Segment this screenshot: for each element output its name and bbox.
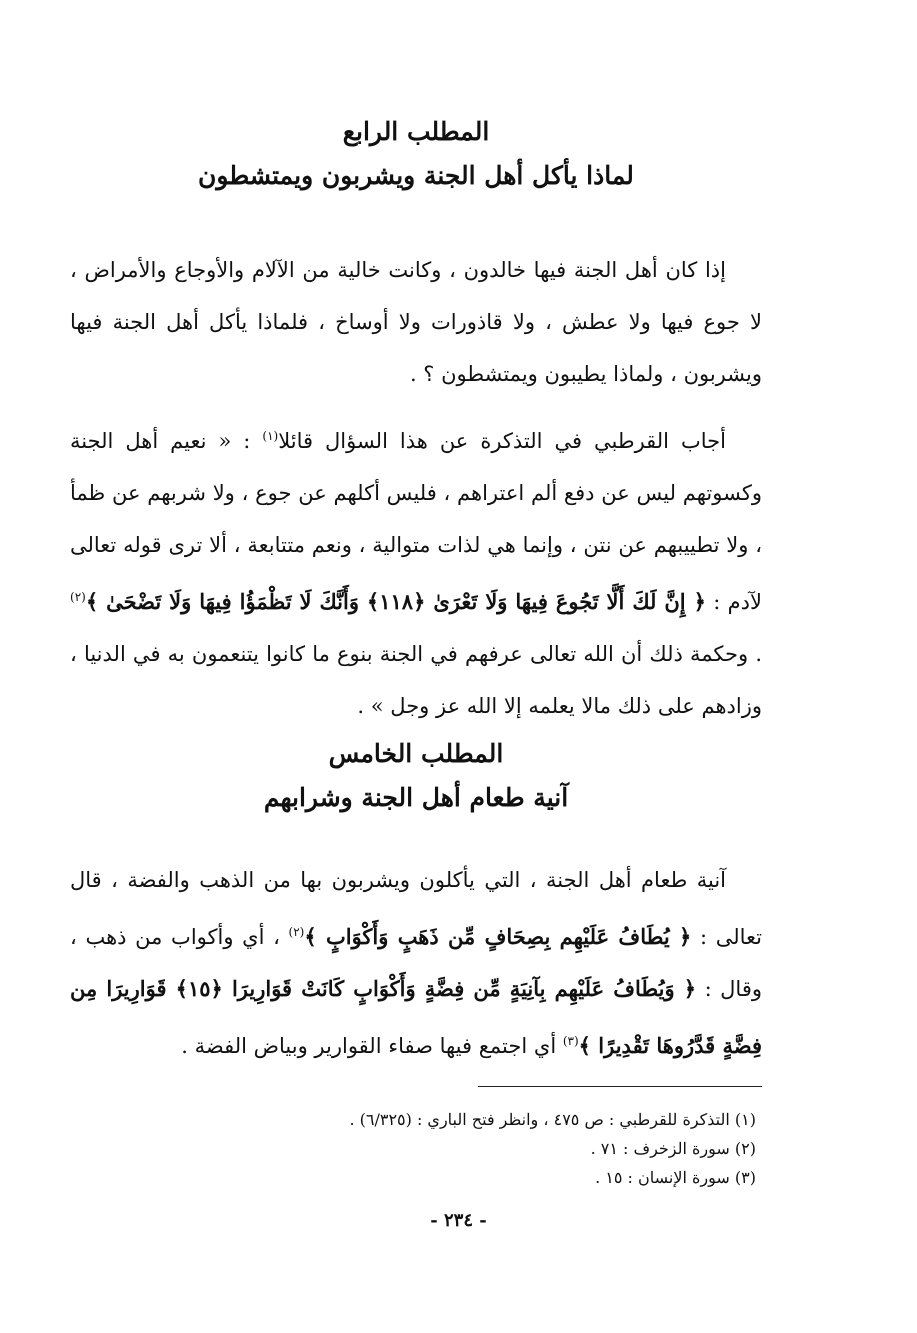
section-5-title: المطلب الخامس: [328, 739, 504, 768]
vessels-tail: أي اجتمع فيها صفاء القوارير وبياض الفضة .: [181, 1034, 557, 1058]
footnote-ref-1: (١): [262, 429, 279, 443]
footnote-ref-zukhruf: (٢): [288, 925, 305, 939]
footnote-1: (١) التذكرة للقرطبي : ص ٤٧٥ ، وانظر فتح الباري : (٦/٣٢٥) .: [349, 1110, 756, 1129]
section-5-subtitle: آنية طعام أهل الجنة وشرابهم: [263, 783, 569, 812]
page-content: [70, 100, 762, 1192]
section-4-subtitle: لماذا يأكل أهل الجنة ويشربون ويمتشطون: [198, 161, 634, 190]
paragraph-vessels: [70, 854, 762, 1072]
footnote-2: (٢) سورة الزخرف : ٧١ .: [590, 1139, 756, 1158]
footnote-divider: [478, 1086, 762, 1087]
quran-verse-zukhruf: ﴿ يُطَافُ عَلَيْهِم بِصِحَافٍ مِّن ذَهَبٍ وَأَكْوَابٍ ﴾: [304, 924, 692, 949]
vessels-mid: ، أي وأكواب من ذهب ، وقال :: [70, 925, 763, 1001]
answer-tail: . وحكمة ذلك أن الله تعالى عرفهم في الجنة بنوع ما كانوا يتنعمون به في الدنيا ، وزادهم على ذلك مالا يعلمه إلا الله عز وجل » .: [70, 642, 762, 718]
quran-verse-insan: ﴿ وَيُطَافُ عَلَيْهِم بِآنِيَةٍ مِّن فِضَّةٍ وَأَكْوَابٍ كَانَتْ قَوَارِيرَا ﴿١٥﴾ قَوَارِيرَا مِن فِضَّةٍ قَدَّرُوهَا تَقْدِيرًا ﴾: [70, 976, 762, 1058]
section-4-title: المطلب الرابع: [342, 117, 490, 146]
footnote-3: (٣) سورة الإنسان : ١٥ .: [595, 1168, 756, 1187]
page-number: - ٢٣٤ -: [430, 1210, 487, 1231]
footnote-ref-insan: (٣): [562, 1034, 579, 1048]
paragraph-question: إذا كان أهل الجنة فيها خالدون ، وكانت خالية من الآلام والأوجاع والأمراض ، لا جوع فيها ولا عطش ، ولا قاذورات ولا أوساخ ، فلماذا يأكل أهل الجنة فيها ويشربون ، ولماذا يطيبون ويمتشطون ؟ .: [70, 258, 762, 386]
answer-intro: أجاب القرطبي في التذكرة عن هذا السؤال قائلا: [278, 429, 726, 453]
quran-verse-taha: ﴿ إِنَّ لَكَ أَلَّا تَجُوعَ فِيهَا وَلَا تَعْرَىٰ ﴿١١٨﴾ وَأَنَّكَ لَا تَظْمَؤُا فِيهَا وَلَا تَضْحَىٰ ﴾: [85, 589, 706, 614]
vessels-intro: آنية طعام أهل الجنة ، التي يأكلون ويشربون بها من الذهب والفضة ، قال تعالى :: [70, 868, 762, 949]
paragraph-qurtubi-answer: [70, 410, 762, 732]
footnote-ref-2: (٢): [70, 590, 86, 604]
answer-body: : « نعيم أهل الجنة وكسوتهم ليس عن دفع ألم اعتراهم ، فليس أكلهم عن جوع ، ولا شربهم عن ظمأ ، ولا تطييبهم عن نتن ، وإنما هي لذات متوالية ، ونعم متتابعة ، ألا ترى قوله تعالى لآدم :: [70, 429, 762, 614]
